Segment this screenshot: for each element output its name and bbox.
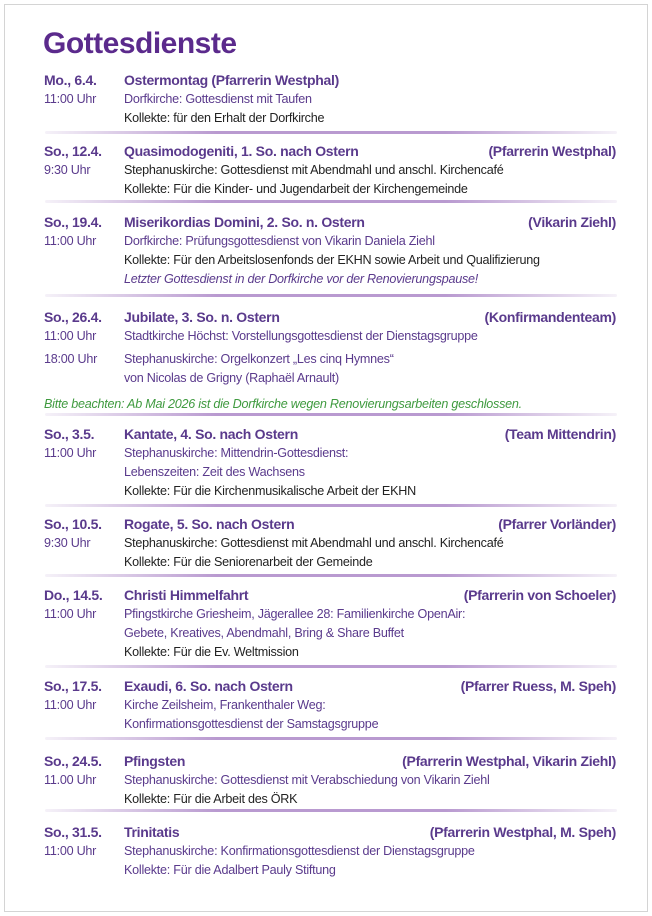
entry-title: Quasimodogeniti, 1. So. nach Ostern (124, 143, 359, 159)
entry-detail-text: Kollekte: Für die Seniorenarbeit der Gemeinde (124, 555, 373, 569)
entry-detail-line (44, 444, 616, 463)
document-page (4, 4, 648, 912)
entry-officiant: (Pfarrerin Westphal, Vikarin Ziehl) (402, 753, 616, 769)
entry-heading (44, 822, 616, 842)
entry-heading (44, 307, 616, 327)
entry-detail-line (44, 109, 616, 128)
entry-heading (44, 676, 616, 696)
entry-detail-text: Gebete, Kreatives, Abendmahl, Bring & Share Buffet (124, 626, 404, 640)
entry-officiant: (Pfarrer Ruess, M. Speh) (460, 678, 616, 694)
service-entry (44, 514, 616, 572)
entry-title: Ostermontag (Pfarrerin Westphal) (124, 72, 339, 88)
entry-detail-text: Stephanuskirche: Mittendrin-Gottesdienst: (124, 446, 349, 460)
entry-title: Christi Himmelfahrt (124, 587, 249, 603)
entry-detail-line (44, 180, 616, 199)
entry-time: 11.00 Uhr (44, 773, 97, 787)
entry-date: Mo., 6.4. (44, 72, 97, 88)
service-entry (44, 751, 616, 809)
entry-detail-text: Stephanuskirche: Gottesdienst mit Abendmahl und anschl. Kirchencafé (124, 536, 504, 550)
entry-time: 11:00 Uhr (44, 607, 97, 621)
entry-detail-line (44, 350, 616, 369)
entry-title: Trinitatis (124, 824, 180, 840)
entry-time: 9:30 Uhr (44, 163, 91, 177)
entry-detail-line (44, 696, 616, 715)
entry-detail-text: Letzter Gottesdienst in der Dorfkirche vor der Renovierungspause! (124, 272, 479, 286)
entry-date: So., 26.4. (44, 309, 102, 325)
entry-time: 11:00 Uhr (44, 844, 97, 858)
separator-line (45, 809, 617, 812)
entry-detail-line (44, 715, 616, 734)
entry-detail-line (44, 90, 616, 109)
entry-detail-line (44, 771, 616, 790)
entry-detail-text: Dorfkirche: Prüfungsgottesdienst von Vikarin Daniela Ziehl (124, 234, 435, 248)
separator-line (45, 413, 617, 416)
entry-date: So., 24.5. (44, 753, 102, 769)
entry-time: 11:00 Uhr (44, 92, 97, 106)
entry-detail-line (44, 463, 616, 482)
service-entry (44, 141, 616, 199)
entry-detail-line (44, 624, 616, 643)
entry-title: Miserikordias Domini, 2. So. n. Ostern (124, 214, 365, 230)
service-entry (44, 585, 616, 662)
entry-detail-text: Stadtkirche Höchst: Vorstellungsgottesdienst der Dienstagsgruppe (124, 329, 478, 343)
entry-detail-line (44, 482, 616, 501)
entry-detail-text: Dorfkirche: Gottesdienst mit Taufen (124, 92, 312, 106)
entry-time: 11:00 Uhr (44, 446, 97, 460)
entry-detail-line (44, 534, 616, 553)
entry-detail-line (44, 161, 616, 180)
entry-heading (44, 141, 616, 161)
entry-detail-text: Kollekte: Für den Arbeitslosenfonds der EKHN sowie Arbeit und Qualifizierung (124, 253, 540, 267)
entry-detail-line (44, 553, 616, 572)
entry-date: So., 19.4. (44, 214, 102, 230)
entry-detail-text: Stephanuskirche: Gottesdienst mit Abendmahl und anschl. Kirchencafé (124, 163, 504, 177)
entry-date: So., 17.5. (44, 678, 102, 694)
entry-title: Pfingsten (124, 753, 186, 769)
entry-detail-line (44, 251, 616, 270)
entry-heading (44, 751, 616, 771)
entry-time: 11:00 Uhr (44, 234, 97, 248)
entry-detail-line (44, 232, 616, 251)
entry-officiant: (Pfarrer Vorländer) (498, 516, 616, 532)
entry-title: Kantate, 4. So. nach Ostern (124, 426, 298, 442)
entry-heading (44, 585, 616, 605)
entry-detail-text: Kollekte: Für die Arbeit des ÖRK (124, 792, 298, 806)
entry-detail-line (44, 327, 616, 346)
entry-detail-text: Pfingstkirche Griesheim, Jägerallee 28: Familienkirche OpenAir: (124, 607, 466, 621)
separator-line (45, 200, 617, 203)
entry-title: Jubilate, 3. So. n. Ostern (124, 309, 280, 325)
entry-heading (44, 70, 616, 90)
entry-date: Do., 14.5. (44, 587, 103, 603)
separator-line (45, 665, 617, 668)
entry-officiant: (Pfarrerin von Schoeler) (463, 587, 616, 603)
service-entry (44, 70, 616, 128)
entry-date: So., 10.5. (44, 516, 102, 532)
entry-detail-line (44, 643, 616, 662)
entry-date: So., 31.5. (44, 824, 102, 840)
entry-detail-text: Kollekte: Für die Adalbert Pauly Stiftung (124, 863, 336, 877)
page-title: Gottesdienste (43, 27, 237, 60)
entry-officiant: (Team Mittendrin) (504, 426, 616, 442)
entry-officiant: (Konfirmandenteam) (484, 309, 616, 325)
entry-time: 9:30 Uhr (44, 536, 91, 550)
entry-detail-text: Stephanuskirche: Gottesdienst mit Verabschiedung von Vikarin Ziehl (124, 773, 490, 787)
entry-detail-text: Konfirmationsgottesdienst der Samstagsgruppe (124, 717, 379, 731)
service-entry (44, 212, 616, 289)
service-entry (44, 307, 616, 388)
entry-detail-text: Kollekte: Für die Ev. Weltmission (124, 645, 299, 659)
separator-line (45, 737, 617, 740)
entry-detail-text: Kirche Zeilsheim, Frankenthaler Weg: (124, 698, 326, 712)
entry-detail-line (44, 790, 616, 809)
entry-detail-text: Stephanuskirche: Orgelkonzert „Les cinq Hymnes“ (124, 352, 394, 366)
closure-note: Bitte beachten: Ab Mai 2026 ist die Dorfkirche wegen Renovierungsarbeiten geschlossen. (44, 397, 522, 411)
entry-title: Exaudi, 6. So. nach Ostern (124, 678, 293, 694)
entry-detail-text: Kollekte: Für die Kirchenmusikalische Arbeit der EKHN (124, 484, 416, 498)
entry-detail-line (44, 270, 616, 289)
entry-detail-text: Stephanuskirche: Konfirmationsgottesdienst der Dienstagsgruppe (124, 844, 475, 858)
entry-detail-line (44, 369, 616, 388)
entry-detail-line (44, 842, 616, 861)
entry-heading (44, 212, 616, 232)
entry-time: 11:00 Uhr (44, 698, 97, 712)
service-entry (44, 424, 616, 501)
entry-detail-text: Kollekte: für den Erhalt der Dorfkirche (124, 111, 325, 125)
entry-officiant: (Pfarrerin Westphal) (488, 143, 616, 159)
service-entry (44, 822, 616, 880)
entry-time: 11:00 Uhr (44, 329, 97, 343)
entry-officiant: (Pfarrerin Westphal, M. Speh) (429, 824, 616, 840)
separator-line (45, 504, 617, 507)
entry-officiant: (Vikarin Ziehl) (528, 214, 616, 230)
separator-line (45, 294, 617, 297)
entry-date: So., 3.5. (44, 426, 95, 442)
entry-time: 18:00 Uhr (44, 352, 98, 366)
entry-detail-text: Lebenszeiten: Zeit des Wachsens (124, 465, 305, 479)
service-entry (44, 676, 616, 734)
entry-detail-line (44, 861, 616, 880)
entry-detail-line (44, 605, 616, 624)
entry-detail-text: Kollekte: Für die Kinder- und Jugendarbeit der Kirchengemeinde (124, 182, 468, 196)
entry-title: Rogate, 5. So. nach Ostern (124, 516, 295, 532)
separator-line (45, 131, 617, 134)
entry-heading (44, 424, 616, 444)
entry-date: So., 12.4. (44, 143, 102, 159)
entry-detail-text: von Nicolas de Grigny (Raphaël Arnault) (124, 371, 339, 385)
separator-line (45, 574, 617, 577)
entry-heading (44, 514, 616, 534)
